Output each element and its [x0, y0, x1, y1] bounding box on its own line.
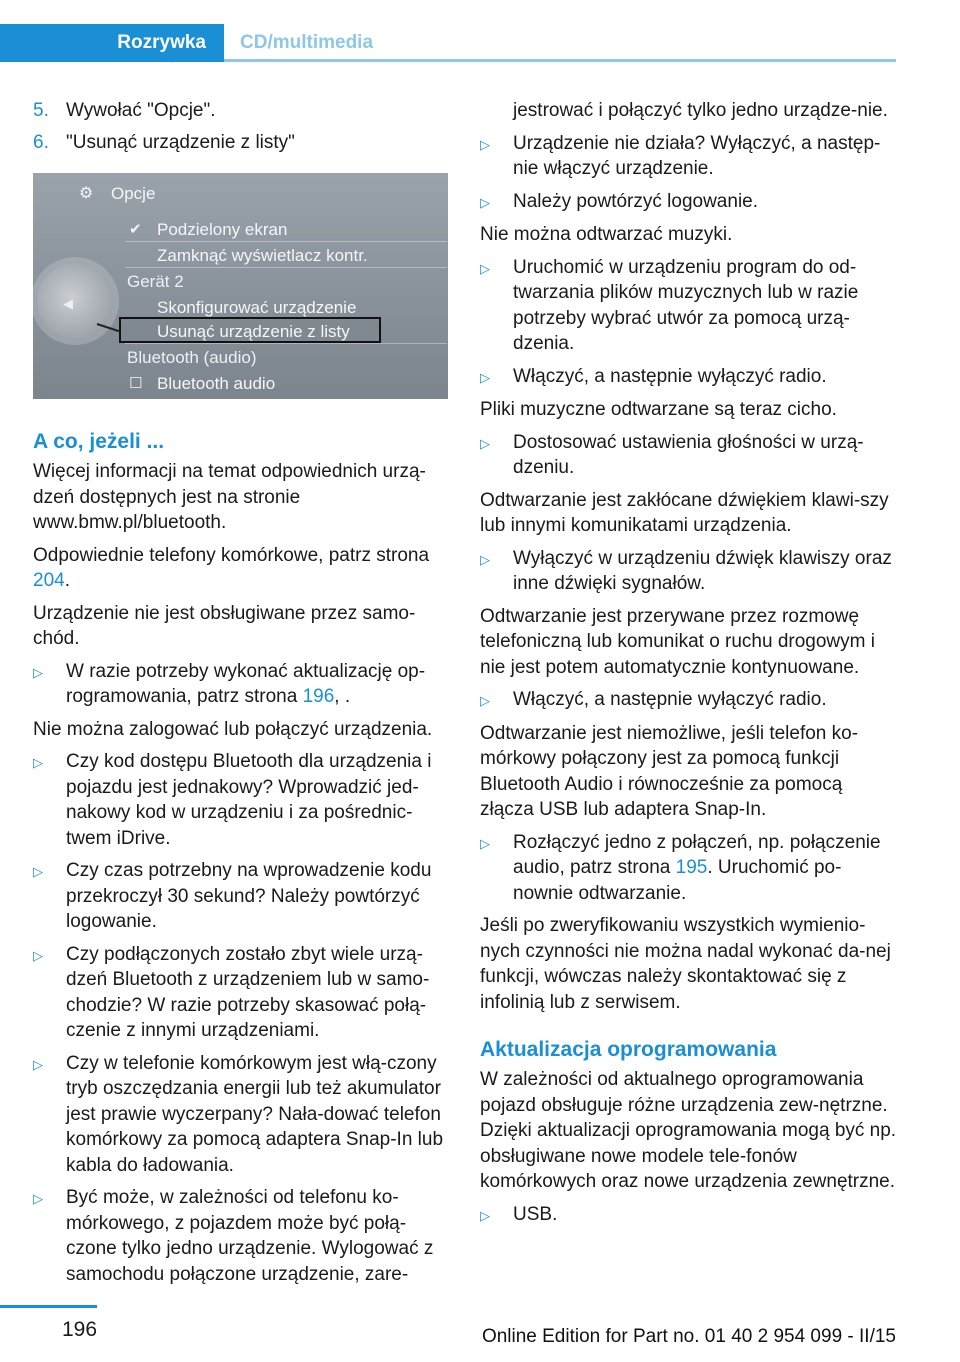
tab-rozrywka[interactable]: [0, 24, 224, 62]
text: W razie potrzeby wykonać aktualizację op‐rogramowania, patrz strona: [66, 660, 426, 707]
text: Odpowiednie telefony komórkowe, patrz strona: [33, 544, 430, 566]
list-item: [480, 189, 898, 216]
list-item-text: Należy powtórzyć logowanie.: [513, 190, 759, 212]
paragraph: W zależności od aktualnego oprogramowania pojazd obsługuje różne urządzenia zew‐nętrzne. Dzięki aktualizacji oprogramowania mogą być np. obsługiwane nowe modele tele‐fonów komórkowych oraz nowe urządzenia zewnętrzne.: [480, 1069, 897, 1192]
list-item-text: Być może, w zależności od telefonu ko‐mórkowego, z pojazdem może być połą‐czone tylko jedno urządzenie. Wylogować z samochodu połączone urządzenie, zare‐: [66, 1187, 434, 1285]
list-item-text: [66, 659, 451, 710]
menu-item-bluetooth-audio[interactable]: Bluetooth audio: [157, 374, 276, 393]
tab-rozrywka-label: Rozrywka: [117, 32, 206, 53]
list-item-text: Włączyć, a następnie wyłączyć radio.: [513, 365, 827, 387]
triangle-bullet-icon: ▷: [33, 864, 43, 879]
triangle-bullet-icon: ▷: [480, 693, 490, 708]
list-item-text: Dostosować ustawienia głośności w urzą‐dzeniu.: [513, 431, 864, 478]
triangle-bullet-icon: ▷: [480, 194, 490, 210]
step-text: "Usunąć urządzenie z listy": [66, 131, 295, 153]
text: , .: [334, 686, 351, 707]
left-column: [33, 98, 451, 1294]
list-item-text: Uruchomić w urządzeniu program do od‐twarzania plików muzycznych lub w razie potrzeby wybrać utwór za pomocą urzą‐dzenia.: [513, 256, 859, 354]
idrive-options-screenshot: [33, 173, 448, 399]
section-bluetooth-audio: Bluetooth (audio): [127, 348, 257, 367]
list-item-text: Czy podłączonych zostało zbyt wiele urzą‐dzeń Bluetooth z urządzeniem lub w samo‐chodzie? W razie potrzeby skasować połą‐czenie z innymi urządzeniami.: [66, 943, 430, 1041]
triangle-bullet-icon: ▷: [480, 835, 490, 851]
list-item: [33, 1051, 451, 1179]
text: Rozłączyć jedno z połączeń, np. połączenie audio, patrz strona: [513, 831, 881, 878]
triangle-bullet-icon: ▷: [33, 755, 43, 770]
page-header: [0, 0, 960, 62]
menu-item-remove-device[interactable]: Usunąć urządzenie z listy: [157, 322, 350, 341]
footer-accent-line: [0, 1305, 97, 1308]
page-number: 196: [62, 1318, 98, 1341]
paragraph: Pliki muzyczne odtwarzane są teraz cicho.: [480, 399, 837, 420]
page-link[interactable]: 204: [33, 570, 65, 591]
tab-cd-multimedia-label: CD/multimedia: [240, 32, 374, 53]
step-text: Wywołać "Opcje".: [66, 100, 216, 121]
step-number: 6.: [33, 131, 49, 153]
menu-item-split-screen[interactable]: Podzielony ekran: [157, 220, 288, 239]
triangle-bullet-icon: ▷: [480, 369, 490, 385]
list-item: [480, 830, 898, 907]
list-item: [33, 942, 451, 1044]
divider: [125, 343, 447, 344]
list-item: [33, 749, 451, 851]
check-icon: ✔: [129, 221, 142, 238]
paragraph: Urządzenie nie jest obsługiwane przez samo‐chód.: [33, 602, 416, 649]
list-item-text: [513, 830, 898, 907]
step-6: [33, 130, 451, 156]
tab-cd-multimedia[interactable]: [224, 24, 373, 62]
paragraph: Odtwarzanie jest przerywane przez rozmowę telefoniczną lub komunikat o ruchu drogowym i nie jest potem automatycznie kontynuowane.: [480, 605, 875, 678]
list-item-text: Urządzenie nie działa? Wyłączyć, a następ‐nie włączyć urządzenie.: [513, 132, 881, 179]
paragraph: Jeśli po zweryfikowaniu wszystkich wymienio‐nych czynności nie można nadal wykonać da‐nej funkcji, wówczas należy skontaktować się z infolinią lub z serwisem.: [480, 915, 891, 1013]
paragraph: Więcej informacji na temat odpowiednich urzą‐dzeń dostępnych jest na stronie www.bmw.pl/bluetooth.: [33, 461, 426, 533]
controller-knob: [37, 263, 113, 339]
triangle-bullet-icon: ▷: [480, 435, 490, 451]
paragraph: Nie można zalogować lub połączyć urządzenia.: [33, 718, 433, 740]
list-item: [480, 255, 898, 357]
text: . Uruchomić po‐nownie odtwarzanie.: [513, 857, 842, 904]
list-item-continuation: jestrować i połączyć tylko jedno urządze‐nie.: [513, 100, 888, 121]
section-heading-what-if: A co, jeżeli ...: [33, 430, 165, 453]
list-item: [33, 858, 451, 935]
checkbox-icon: ☐: [129, 375, 143, 392]
paragraph: [33, 543, 451, 594]
list-item-text: Włączyć, a następnie wyłączyć radio.: [513, 689, 827, 710]
list-item: [33, 1185, 451, 1287]
list-item: [480, 546, 898, 597]
right-column: [480, 98, 898, 1235]
menu-item-configure-device[interactable]: Skonfigurować urządzenie: [157, 298, 357, 317]
list-item-text: Czy czas potrzebny na wprowadzenie kodu przekroczył 30 sekund? Należy powtórzyć logowanie.: [66, 860, 432, 932]
triangle-bullet-icon: ▷: [33, 1191, 43, 1206]
step-number: 5.: [33, 100, 49, 121]
list-item-text: USB.: [513, 1203, 558, 1225]
menu-item-close-display[interactable]: Zamknąć wyświetlacz kontr.: [157, 246, 368, 265]
list-item: [480, 131, 898, 182]
list-item-text: Czy kod dostępu Bluetooth dla urządzenia i pojazdu jest jednakowy? Wprowadzić jed‐nakowy kod w urządzeniu i za pośrednic‐twem iDrive.: [66, 751, 432, 849]
triangle-bullet-icon: ▷: [33, 664, 43, 680]
divider: [125, 267, 447, 268]
triangle-bullet-icon: ▷: [480, 136, 490, 152]
triangle-bullet-icon: ▷: [33, 947, 43, 963]
screen-title: Opcje: [111, 184, 156, 203]
list-item: [480, 1202, 898, 1229]
options-icon: ⚙: [79, 185, 94, 202]
arrow-left-icon: ◀: [63, 296, 73, 311]
list-item: [480, 430, 898, 481]
section-heading-software-update: Aktualizacja oprogramowania: [480, 1038, 777, 1061]
page-link[interactable]: 195: [675, 857, 708, 878]
list-item: [480, 687, 898, 714]
triangle-bullet-icon: ▷: [480, 1207, 490, 1223]
list-item-text: Czy w telefonie komórkowym jest włą‐czony tryb oszczędzania energii lub też akumulator jest prawie wyczerpany? Nała‐dować telefon komórkowy za pomocą adaptera Snap-In lub kabla do ładowania.: [66, 1052, 444, 1176]
paragraph: Odtwarzanie jest niemożliwe, jeśli telefon ko‐mórkowy połączony jest za pomocą funkcji Bluetooth Audio i równocześnie za pomocą złącza USB lub adaptera Snap-In.: [480, 722, 859, 820]
divider: [125, 241, 447, 242]
triangle-bullet-icon: ▷: [480, 551, 490, 567]
page-link[interactable]: 196: [302, 686, 335, 707]
triangle-bullet-icon: ▷: [33, 1056, 43, 1072]
list-item-text: Wyłączyć w urządzeniu dźwięk klawiszy oraz inne dźwięki sygnałów.: [513, 547, 892, 594]
header-divider: [224, 59, 896, 62]
list-item: [480, 364, 898, 391]
step-5: [33, 98, 451, 124]
paragraph: Nie można odtwarzać muzyki.: [480, 224, 733, 245]
text: .: [64, 570, 70, 591]
triangle-bullet-icon: ▷: [480, 260, 490, 276]
paragraph: Odtwarzanie jest zakłócane dźwiękiem klawi‐szy lub innymi komunikatami urządzenia.: [480, 489, 889, 536]
section-device-2: Gerät 2: [127, 272, 184, 291]
edition-footer: Online Edition for Part no. 01 40 2 954 099 - II/15: [481, 1326, 896, 1347]
list-item: [33, 659, 451, 710]
